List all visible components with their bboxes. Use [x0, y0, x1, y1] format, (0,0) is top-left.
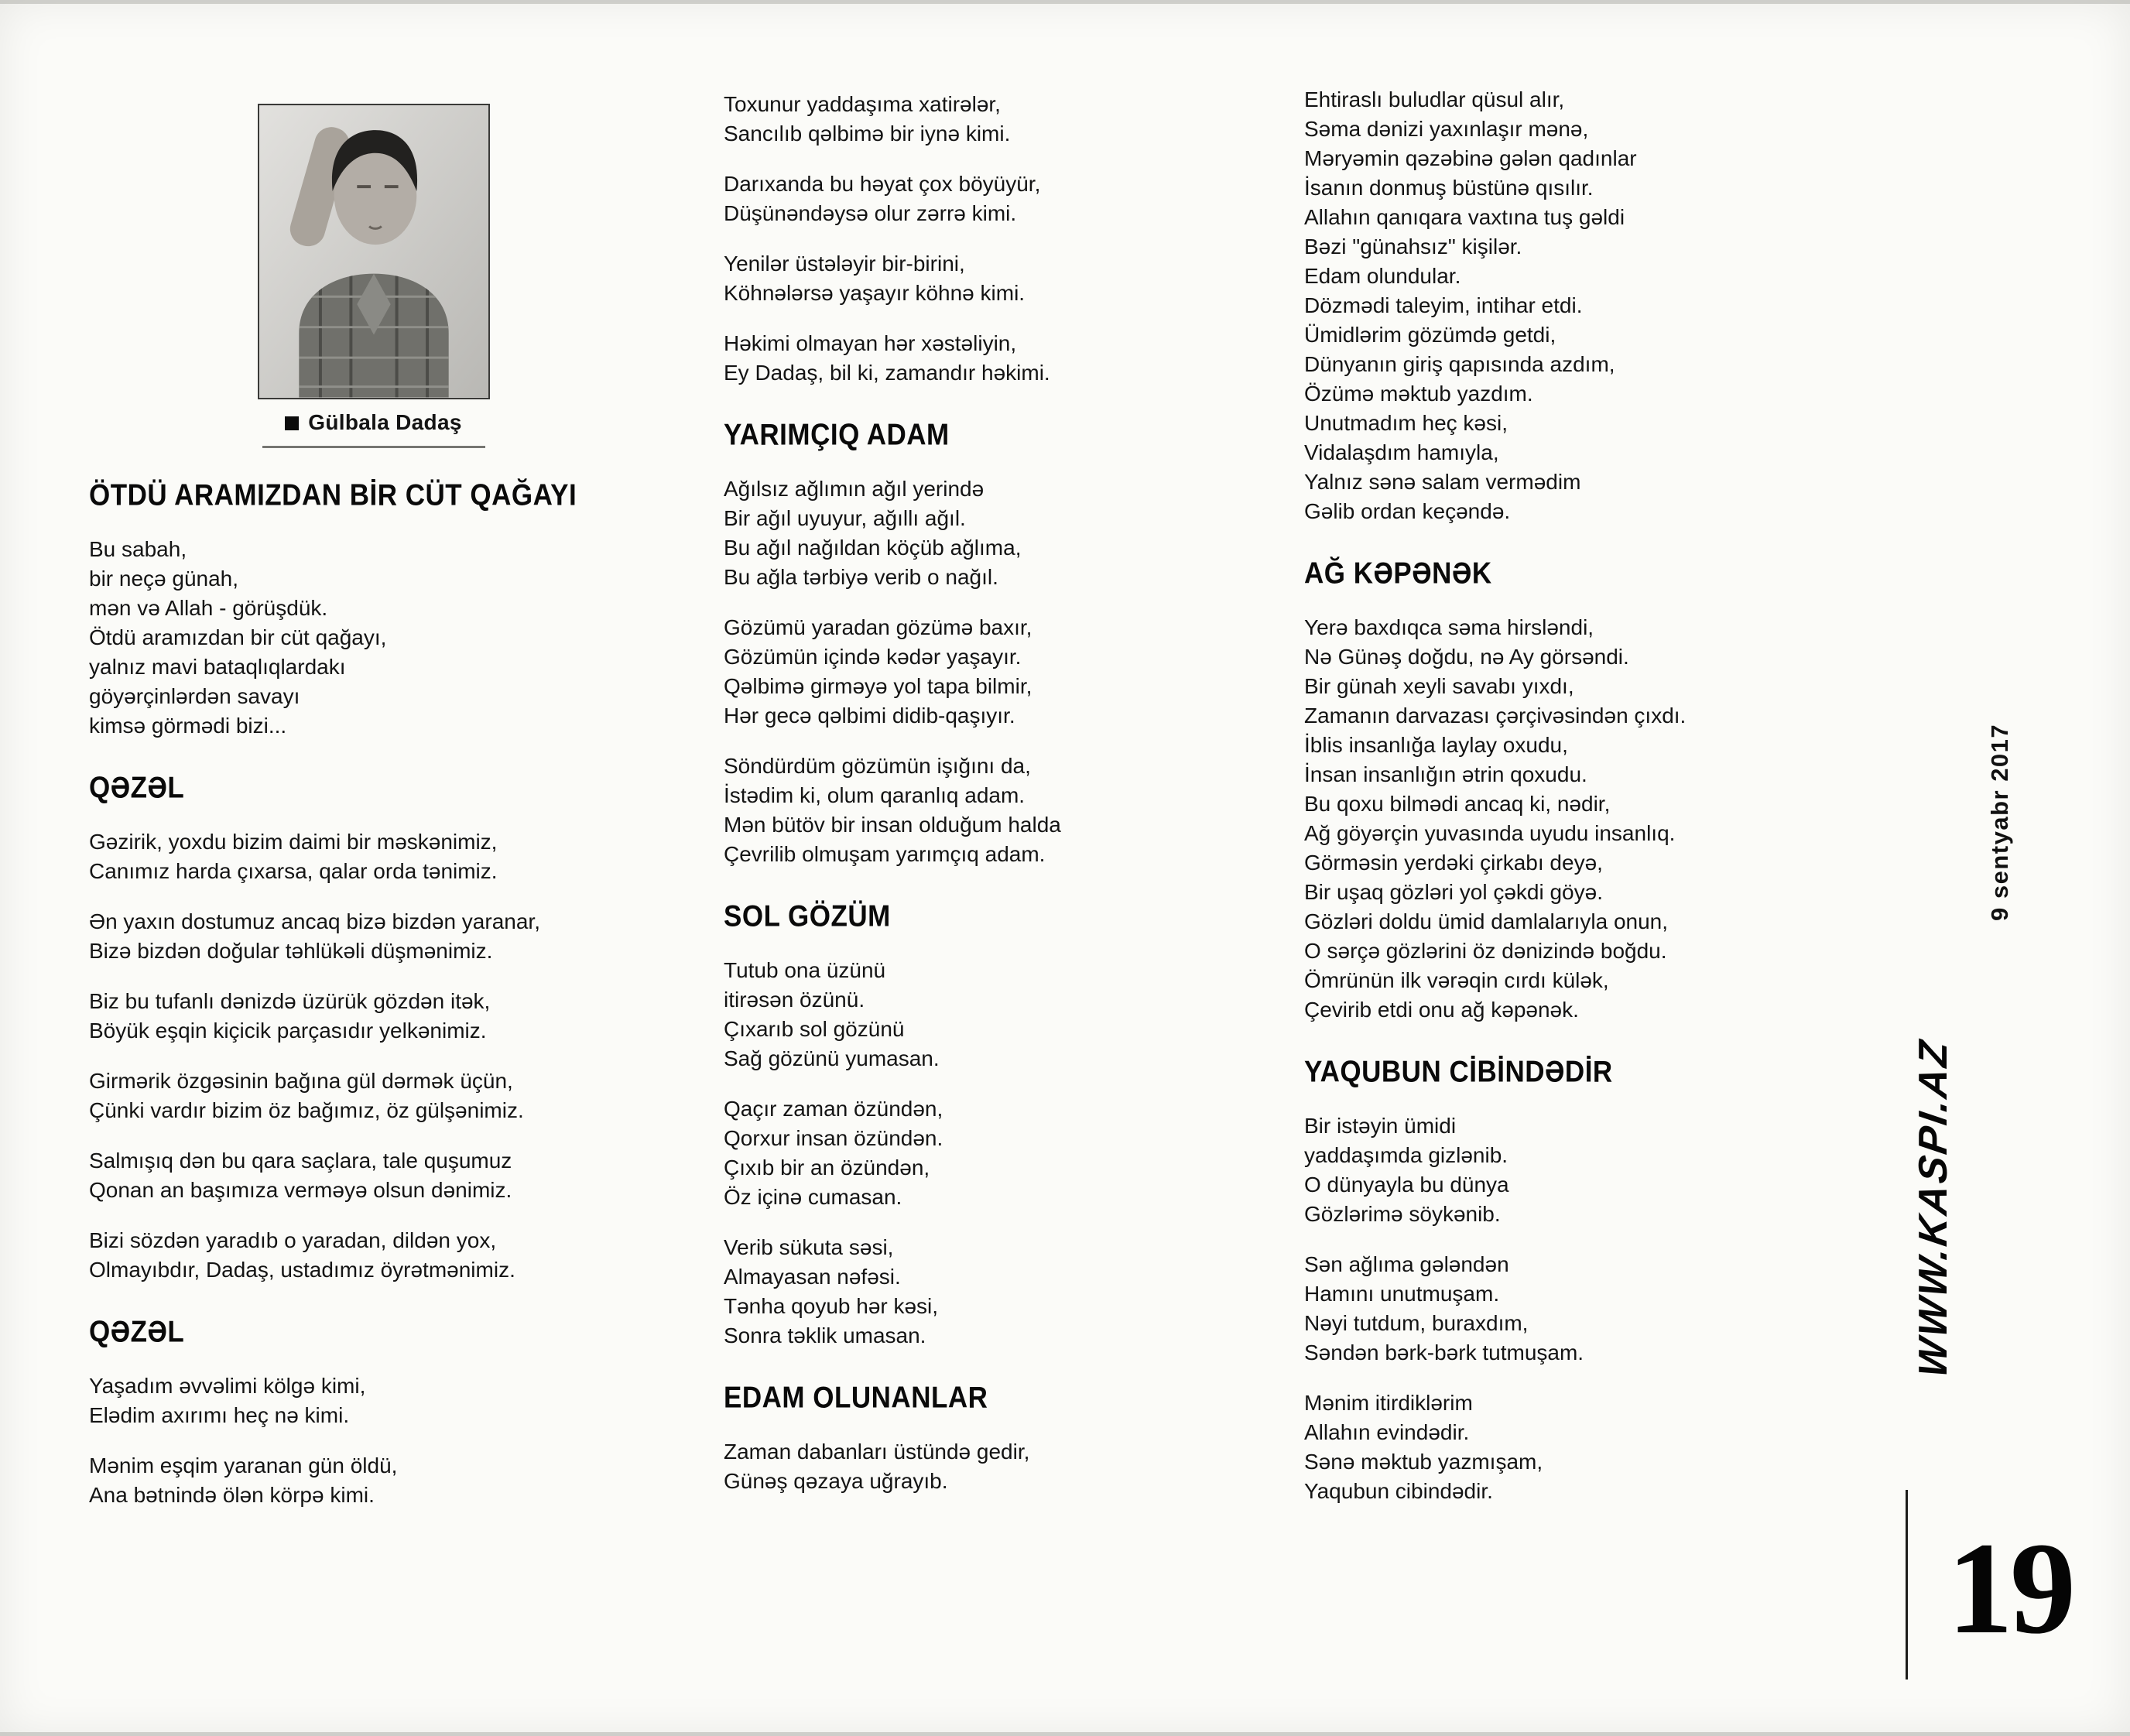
poem-line: Allahın qanıqara vaxtına tuş gəldi — [1304, 205, 1625, 229]
poem-line: Dözmədi taleyim, intihar etdi. — [1304, 293, 1583, 317]
poem-line: Bəzi "günahsız" kişilər. — [1304, 235, 1522, 259]
poem-line: Elədim axırımı heç nə kimi. — [89, 1403, 350, 1427]
poem-line: Ən yaxın dostumuz ancaq bizə bizdən yaranar, — [89, 909, 540, 933]
column-middle-blocks — [724, 90, 1238, 1496]
poem-line: Qaçır zaman özündən, — [724, 1097, 943, 1121]
poem-line: Mənim eşqim yaranan gün öldü, — [89, 1454, 398, 1477]
poem-line: Darıxanda bu həyat çox böyüyür, — [724, 172, 1041, 196]
poem-line: Gözümün içində kədər yaşayır. — [724, 645, 1022, 669]
column-right-blocks — [1304, 85, 1819, 1506]
poem-line: Ümidlərim gözümdə getdi, — [1304, 323, 1556, 347]
poem-line: Bu ağıl nağıldan köçüb ağlıma, — [724, 536, 1022, 560]
poem-line: O dünyayla bu dünya — [1304, 1173, 1509, 1197]
poem-line: Görməsin yerdəki çirkabı deyə, — [1304, 851, 1603, 875]
poem-line: Bir istəyin ümidi — [1304, 1114, 1457, 1138]
poem-line: O sərçə gözlərini öz dənizində boğdu. — [1304, 939, 1667, 963]
poem-line: Bu ağla tərbiyə verib o nağıl. — [724, 565, 998, 589]
caption-divider — [262, 446, 485, 448]
poem-line: Salmışıq dən bu qara saçlara, tale quşumuz — [89, 1149, 512, 1173]
poem-line: Özümə məktub yazdım. — [1304, 382, 1533, 406]
stanza — [724, 90, 1238, 149]
scan-edge-top — [0, 0, 2130, 4]
poem-line: Toxunur yaddaşıma xatirələr, — [724, 92, 1001, 116]
author-photo-block — [258, 104, 490, 448]
poem-line: Sağ gözünü yumasan. — [724, 1046, 940, 1070]
poem-title: YARIMÇIQ ADAM — [724, 417, 950, 452]
poem-line: yaddaşımda gizlənib. — [1304, 1143, 1508, 1167]
poem-line: Köhnələrsə yaşayır köhnə kimi. — [724, 281, 1026, 305]
stanza — [89, 1371, 658, 1430]
poem-line: İnsan insanlığın ətrin qoxudu. — [1304, 762, 1587, 786]
poem-line: itirəsən özünü. — [724, 988, 865, 1012]
poem-line: Bizə bizdən doğular təhlükəli düşmənimiz. — [89, 939, 493, 963]
poem-line: Qonan an başımıza verməyə olsun dənimiz. — [89, 1178, 512, 1202]
column-left — [89, 99, 658, 1531]
poem-line: Çıxarıb sol gözünü — [724, 1017, 905, 1041]
poem-line: Canımız harda çıxarsa, qalar orda tənimiz. — [89, 859, 498, 883]
column-right — [1304, 85, 1819, 1527]
column-middle — [724, 90, 1238, 1517]
poem-title: AĞ KƏPƏNƏK — [1304, 556, 1492, 591]
poem-line: Sonra təklik umasan. — [724, 1323, 926, 1347]
poem-line: Çevirib etdi onu ağ kəpənək. — [1304, 998, 1579, 1022]
stanza — [89, 987, 658, 1046]
poem-line: Nə Günəş doğdu, nə Ay görsəndi. — [1304, 645, 1629, 669]
poem-line: Ey Dadaş, bil ki, zamandır həkimi. — [724, 361, 1050, 385]
poem-line: Allahın evindədir. — [1304, 1420, 1470, 1444]
poem-line: Qorxur insan özündən. — [724, 1126, 943, 1150]
poem-title: YAQUBUN CİBİNDƏDİR — [1304, 1054, 1613, 1089]
poem-line: Düşünəndəysə olur zərrə kimi. — [724, 201, 1017, 225]
poem-line: Gəzirik, yoxdu bizim daimi bir məskənimiz, — [89, 830, 498, 854]
issue-date-vertical: 9 sentyabr 2017 — [1986, 723, 2013, 921]
poem-line: Çünki vardır bizim öz bağımız, öz gülşənimiz. — [89, 1098, 524, 1122]
poem-line: İblis insanlığa laylay oxudu, — [1304, 733, 1568, 757]
poem-line: Bizi sözdən yaradıb o yaradan, dildən yox, — [89, 1228, 497, 1252]
poem-line: Qəlbimə girməyə yol tapa bilmir, — [724, 674, 1032, 698]
poem-line: Bir günah xeyli savabı yıxdı, — [1304, 674, 1574, 698]
stanza — [724, 169, 1238, 228]
stanza — [89, 1226, 658, 1285]
poem-line: mən və Allah - görüşdük. — [89, 596, 328, 620]
poem-line: Nəyi tutdum, buraxdım, — [1304, 1311, 1529, 1335]
poem-line: bir neçə günah, — [89, 567, 239, 591]
page-number: 19 — [1947, 1515, 2073, 1661]
stanza — [89, 827, 658, 886]
poem-line: Edam olundular. — [1304, 264, 1461, 288]
scan-edge-bottom — [0, 1732, 2130, 1736]
poem-line: göyərçinlərdən savayı — [89, 684, 300, 708]
poem-line: Girmərik özgəsinin bağına gül dərmək üçün, — [89, 1069, 513, 1093]
poem-line: Yaşadım əvvəlimi kölgə kimi, — [89, 1374, 366, 1398]
poem-line: Bu qoxu bilmədi ancaq ki, nədir, — [1304, 792, 1611, 816]
poem-line: Zaman dabanları üstündə gedir, — [724, 1440, 1030, 1464]
stanza — [89, 907, 658, 966]
poem-line: Zamanın darvazası çərçivəsindən çıxdı. — [1304, 704, 1687, 728]
poem-line: Söndürdüm gözümün işığını da, — [724, 754, 1031, 778]
stanza — [1304, 613, 1819, 1025]
poem-line: Bu sabah, — [89, 537, 187, 561]
stanza — [724, 752, 1238, 869]
poem-line: Almayasan nəfəsi. — [724, 1265, 901, 1289]
poem-line: yalnız mavi bataqlıqlardakı — [89, 655, 346, 679]
stanza — [724, 474, 1238, 592]
poem-line: Gözləri doldu ümid damlalarıyla onun, — [1304, 909, 1669, 933]
poem-line: Öz içinə cumasan. — [724, 1185, 902, 1209]
poem-line: Biz bu tufanlı dənizdə üzürük gözdən itək, — [89, 989, 491, 1013]
poem-line: Yenilər üstələyir bir-birini, — [724, 252, 965, 276]
stanza — [1304, 1250, 1819, 1368]
poem-line: Ağ göyərçin yuvasında uyudu insanlıq. — [1304, 821, 1676, 845]
poem-line: Tutub ona üzünü — [724, 958, 886, 982]
poem-line: Sancılıb qəlbimə bir iynə kimi. — [724, 122, 1011, 146]
poem-title: ÖTDÜ ARAMIZDAN BİR CÜT QAĞAYI — [89, 478, 577, 512]
stanza — [724, 249, 1238, 308]
poem-line: Mənim itirdiklərim — [1304, 1391, 1473, 1415]
poem-line: Ağılsız ağlımın ağıl yerində — [724, 477, 985, 501]
poem-title: EDAM OLUNANLAR — [724, 1380, 988, 1415]
poem-line: Gözlərimə söykənib. — [1304, 1202, 1501, 1226]
poem-line: Bir uşaq gözləri yol çəkdi göyə. — [1304, 880, 1603, 904]
poem-line: Yerə baxdıqca səma hirsləndi, — [1304, 615, 1594, 639]
stanza — [724, 613, 1238, 731]
stanza — [1304, 1388, 1819, 1506]
poem-line: Sənə məktub yazmışam, — [1304, 1450, 1543, 1474]
poem-line: Ömrünün ilk vərəqin cırdı külək, — [1304, 968, 1609, 992]
poem-line: Səndən bərk-bərk tutmuşam. — [1304, 1341, 1584, 1364]
poem-line: Günəş qəzaya uğrayıb. — [724, 1469, 948, 1493]
poem-line: Dünyanın giriş qapısında azdım, — [1304, 352, 1615, 376]
poem-line: Gözümü yaradan gözümə baxır, — [724, 615, 1032, 639]
poem-line: Məryəmin qəzəbinə gələn qadınlar — [1304, 146, 1637, 170]
poem-line: Unutmadım heç kəsi, — [1304, 411, 1508, 435]
poem-line: Yalnız sənə salam vermədim — [1304, 470, 1581, 494]
poem-line: Sən ağlıma gələndən — [1304, 1252, 1509, 1276]
poem-line: Ehtiraslı buludlar qüsul alır, — [1304, 87, 1565, 111]
stanza — [724, 1437, 1238, 1496]
column-left-blocks — [89, 479, 658, 1510]
poem-line: Hər gecə qəlbimi didib-qaşıyır. — [724, 704, 1015, 728]
poem-line: Ana bətnində ölən körpə kimi. — [89, 1483, 375, 1507]
poem-title: QƏZƏL — [89, 770, 185, 805]
stanza — [724, 956, 1238, 1073]
poem-line: Hamını unutmuşam. — [1304, 1282, 1500, 1306]
poem-line: Vidalaşdım hamıyla, — [1304, 440, 1499, 464]
stanza — [89, 535, 658, 741]
poem-line: Səma dənizi yaxınlaşır mənə, — [1304, 117, 1589, 141]
stanza — [724, 1233, 1238, 1351]
poem-line: Gəlib ordan keçəndə. — [1304, 499, 1511, 523]
poem-line: Böyük eşqin kiçicik parçasıdır yelkənimiz. — [89, 1019, 487, 1043]
poem-line: İsanın donmuş büstünə qısılır. — [1304, 176, 1594, 200]
stanza — [89, 1451, 658, 1510]
poem-line: Həkimi olmayan hər xəstəliyin, — [724, 331, 1017, 355]
photo-caption-text: Gülbala Dadaş — [308, 410, 462, 434]
stanza — [724, 329, 1238, 388]
stanza — [89, 1067, 658, 1125]
poem-line: Ötdü aramızdan bir cüt qağayı, — [89, 625, 387, 649]
stanza — [724, 1094, 1238, 1212]
poem-line: Yaqubun cibindədir. — [1304, 1479, 1493, 1503]
stanza — [1304, 1111, 1819, 1229]
poem-line: Mən bütöv bir insan olduğum halda — [724, 813, 1061, 837]
poem-line: Bir ağıl uyuyur, ağıllı ağıl. — [724, 506, 966, 530]
poem-line: Tənha qoyub hər kəsi, — [724, 1294, 939, 1318]
poem-line: Çevrilib olmuşam yarımçıq adam. — [724, 842, 1046, 866]
poem-title: QƏZƏL — [89, 1314, 185, 1349]
poem-line: Olmayıbdır, Dadaş, ustadımız öyrətmənimiz. — [89, 1258, 515, 1282]
stanza — [89, 1146, 658, 1205]
caption-square-icon — [285, 416, 299, 430]
poem-line: Verib sükuta səsi, — [724, 1235, 894, 1259]
website-url-vertical: WWW.KASPI.AZ — [1911, 1036, 1956, 1381]
stanza — [1304, 85, 1819, 526]
poem-line: Çıxıb bir an özündən, — [724, 1156, 930, 1180]
photo-caption — [258, 410, 490, 435]
poem-title: SOL GÖZÜM — [724, 899, 891, 933]
poem-line: kimsə görmədi bizi... — [89, 714, 287, 738]
page-number-divider — [1906, 1490, 1908, 1680]
poem-line: İstədim ki, olum qaranlıq adam. — [724, 783, 1026, 807]
author-photo — [258, 104, 490, 399]
